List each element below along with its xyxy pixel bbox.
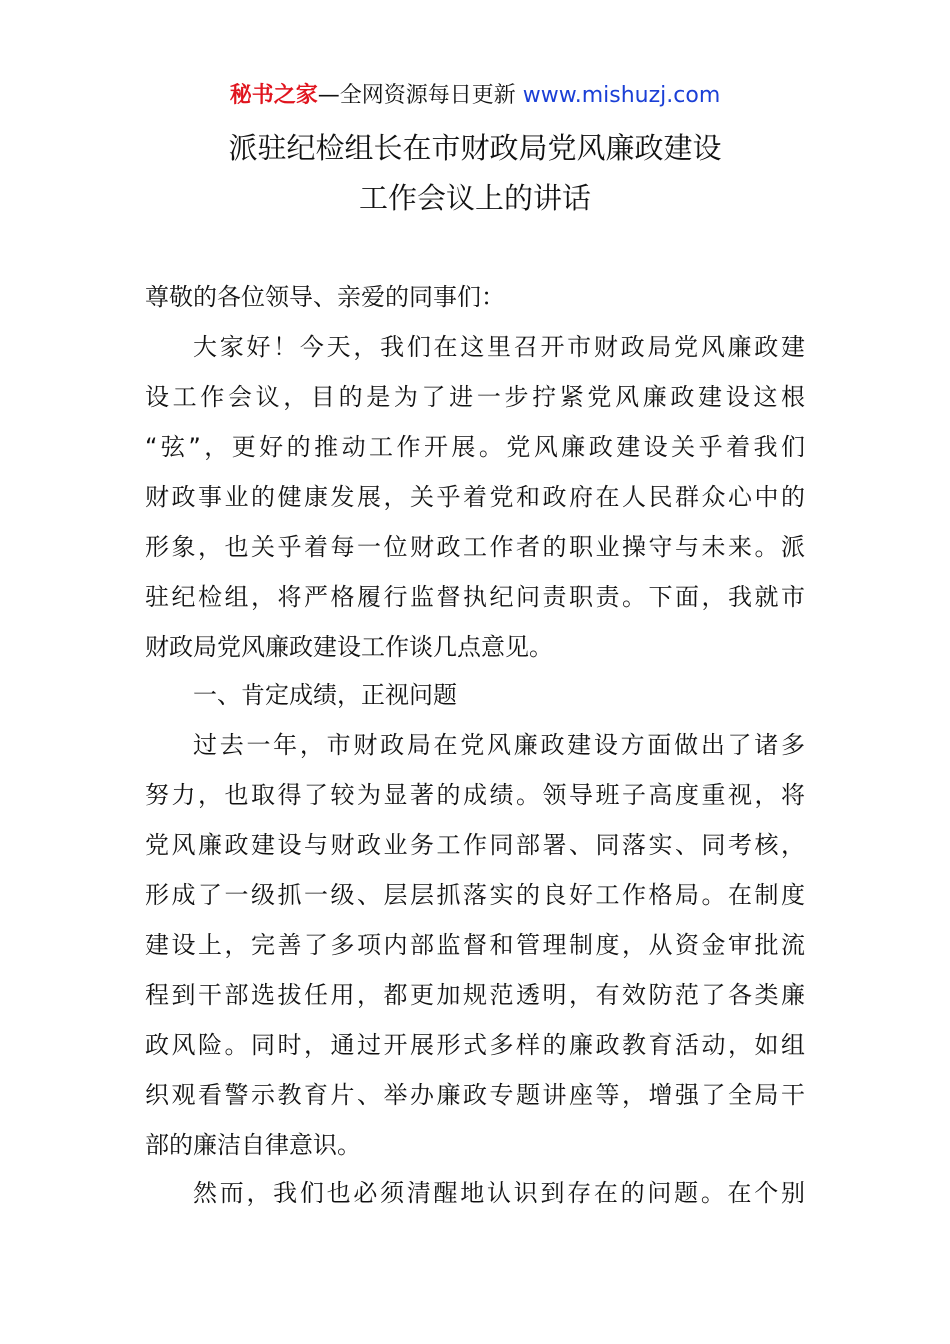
paragraph-line: 建设上，完善了多项内部监督和管理制度，从资金审批流 xyxy=(145,931,805,959)
paragraph-line: 然而，我们也必须清醒地认识到存在的问题。在个别 xyxy=(193,1179,805,1207)
paragraph-line: 程到干部选拔任用，都更加规范透明，有效防范了各类廉 xyxy=(145,981,805,1009)
paragraph-line: 驻纪检组，将严格履行监督执纪问责职责。下面，我就市 xyxy=(145,583,805,611)
paragraph-line: 织观看警示教育片、举办廉政专题讲座等，增强了全局干 xyxy=(145,1081,805,1109)
paragraph-line: 形象，也关乎着每一位财政工作者的职业操守与未来。派 xyxy=(145,533,805,561)
banner-tagline: —全网资源每日更新 xyxy=(317,83,523,108)
section-heading-1: 一、肯定成绩，正视问题 xyxy=(193,681,457,709)
paragraph-line: 过去一年，市财政局在党风廉政建设方面做出了诸多 xyxy=(193,731,805,759)
paragraph-line: 政风险。同时，通过开展形式多样的廉政教育活动，如组 xyxy=(145,1031,805,1059)
banner-brand: 秘书之家 xyxy=(229,83,318,108)
paragraph-line: 形成了一级抓一级、层层抓落实的良好工作格局。在制度 xyxy=(145,881,805,909)
paragraph-3 xyxy=(145,1168,805,1218)
document-title-line-2: 工作会议上的讲话 xyxy=(358,181,591,215)
banner-url-link[interactable]: www.mishuzj.com xyxy=(522,83,721,108)
paragraph-line: 大家好！今天，我们在这里召开市财政局党风廉政建 xyxy=(193,333,805,361)
paragraph-line: 财政局党风廉政建设工作谈几点意见。 xyxy=(145,633,553,661)
paragraph-line: 设工作会议，目的是为了进一步拧紧党风廉政建设这根 xyxy=(145,383,805,411)
paragraph-line: 努力，也取得了较为显著的成绩。领导班子高度重视，将 xyxy=(145,781,805,809)
paragraph-1 xyxy=(145,322,805,672)
paragraph-line: “弦”，更好的推动工作开展。党风廉政建设关乎着我们 xyxy=(145,433,805,461)
document-title-line-1: 派驻纪检组长在市财政局党风廉政建设 xyxy=(228,131,722,165)
paragraph-2 xyxy=(145,720,805,1170)
paragraph-line: 部的廉洁自律意识。 xyxy=(145,1131,361,1159)
paragraph-line: 党风廉政建设与财政业务工作同部署、同落实、同考核， xyxy=(145,831,805,859)
site-banner xyxy=(0,80,950,112)
salutation: 尊敬的各位领导、亲爱的同事们： xyxy=(145,283,505,311)
paragraph-line: 财政事业的健康发展，关乎着党和政府在人民群众心中的 xyxy=(145,483,805,511)
